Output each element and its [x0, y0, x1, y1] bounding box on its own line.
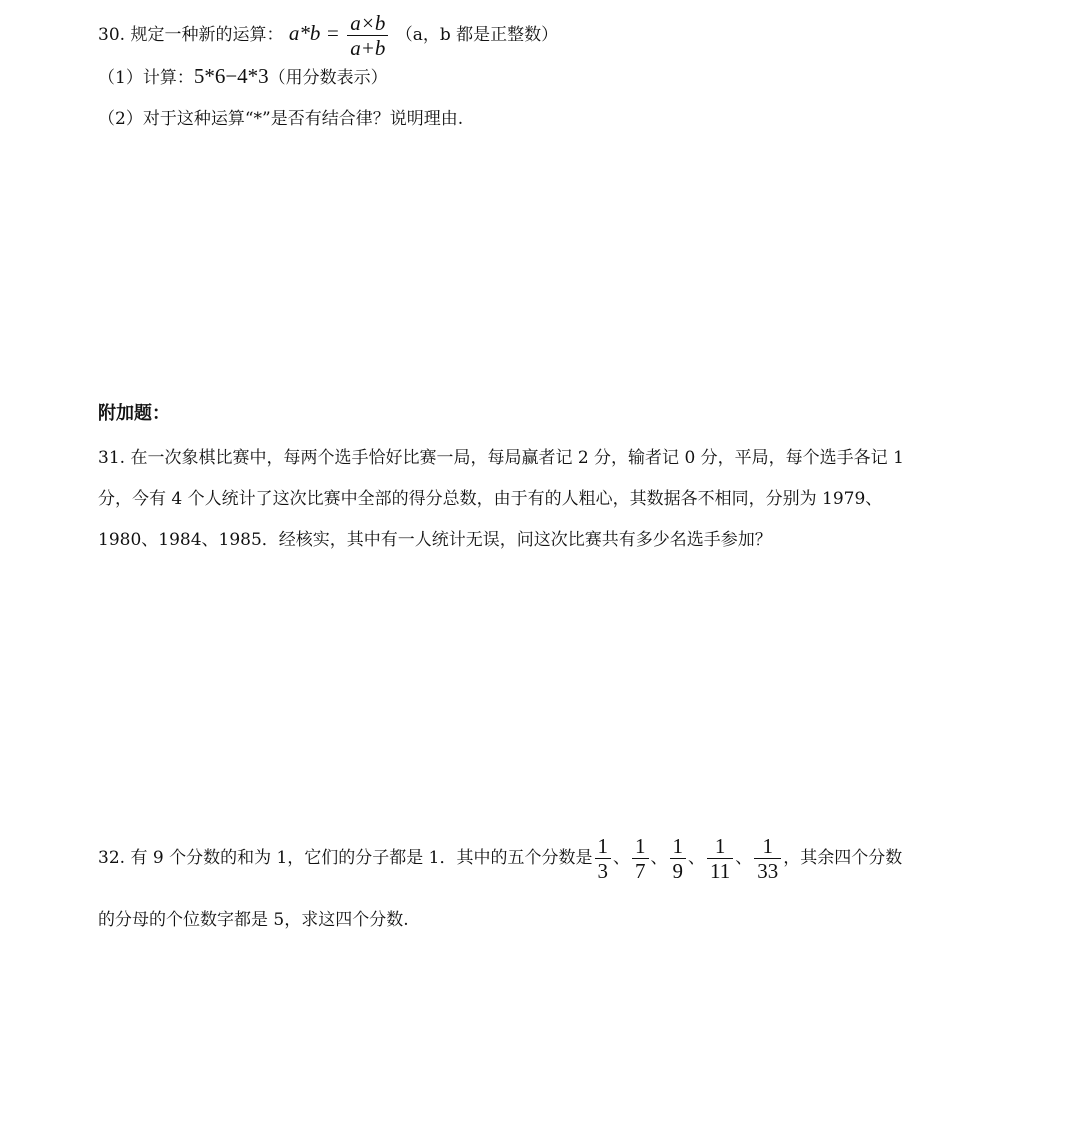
q32-fraction-numerator: 1	[707, 835, 733, 859]
q30-part1-label: （1）计算：	[98, 68, 194, 88]
q32-suffix: ，其余四个分数	[783, 848, 903, 868]
q32-separator: 、	[735, 848, 753, 868]
q32-fraction	[595, 835, 612, 882]
q31-line2: 分，今有 4 个人统计了这次比赛中全部的得分总数，由于有的人粗心，其数据各不相同，分别为 1979、	[98, 489, 883, 509]
q32-fraction-denominator: 3	[597, 859, 609, 883]
q30-line1	[98, 12, 558, 59]
q30-formula-denominator: a+b	[350, 36, 386, 60]
q32-fraction-numerator: 1	[595, 835, 612, 859]
q30-intro: 规定一种新的运算：	[130, 25, 284, 45]
q32-separator: 、	[688, 848, 706, 868]
q32-prefix: 32. 有 9 个分数的和为 1，它们的分子都是 1．其中的五个分数是	[98, 848, 593, 868]
q30-number: 30.	[98, 25, 126, 45]
q32-fraction	[754, 835, 781, 882]
q30-formula-fraction	[347, 12, 388, 59]
q32-line1	[98, 828, 902, 888]
q32-fraction-numerator: 1	[670, 835, 687, 859]
q32-separator: 、	[613, 848, 631, 868]
q30-part1	[98, 64, 388, 90]
q32-fraction-denominator: 9	[672, 859, 684, 883]
q31-line1: 31. 在一次象棋比赛中，每两个选手恰好比赛一局，每局赢者记 2 分，输者记 0 分，平局，每个选手各记 1	[98, 448, 904, 468]
q32-separator: 、	[650, 848, 668, 868]
q30-part1-expression: 5*6−4*3	[193, 64, 269, 88]
q30-condition: （a，b 都是正整数）	[395, 25, 559, 45]
q32-fraction-numerator: 1	[632, 835, 649, 859]
q32-fraction-denominator: 33	[757, 859, 779, 883]
q32-fraction-denominator: 7	[635, 859, 646, 883]
bonus-heading: 附加题：	[98, 403, 170, 424]
q32-fraction	[707, 835, 733, 882]
q32-line2: 的分母的个位数字都是 5，求这四个分数.	[98, 910, 409, 930]
q30-part1-note: （用分数表示）	[268, 68, 388, 88]
q30-formula-lhs: a*b =	[288, 21, 340, 45]
q32-fraction	[632, 835, 649, 882]
q32-fraction-numerator: 1	[754, 835, 781, 859]
q31-line3: 1980、1984、1985．经核实，其中有一人统计无误，问这次比赛共有多少名选手参加？	[98, 530, 772, 550]
q32-fraction-denominator: 11	[710, 859, 731, 883]
q32-fraction	[670, 835, 687, 882]
q30-formula-numerator: a×b	[347, 12, 388, 36]
q30-part2: （2）对于这种运算“*”是否有结合律？说明理由.	[98, 109, 464, 129]
